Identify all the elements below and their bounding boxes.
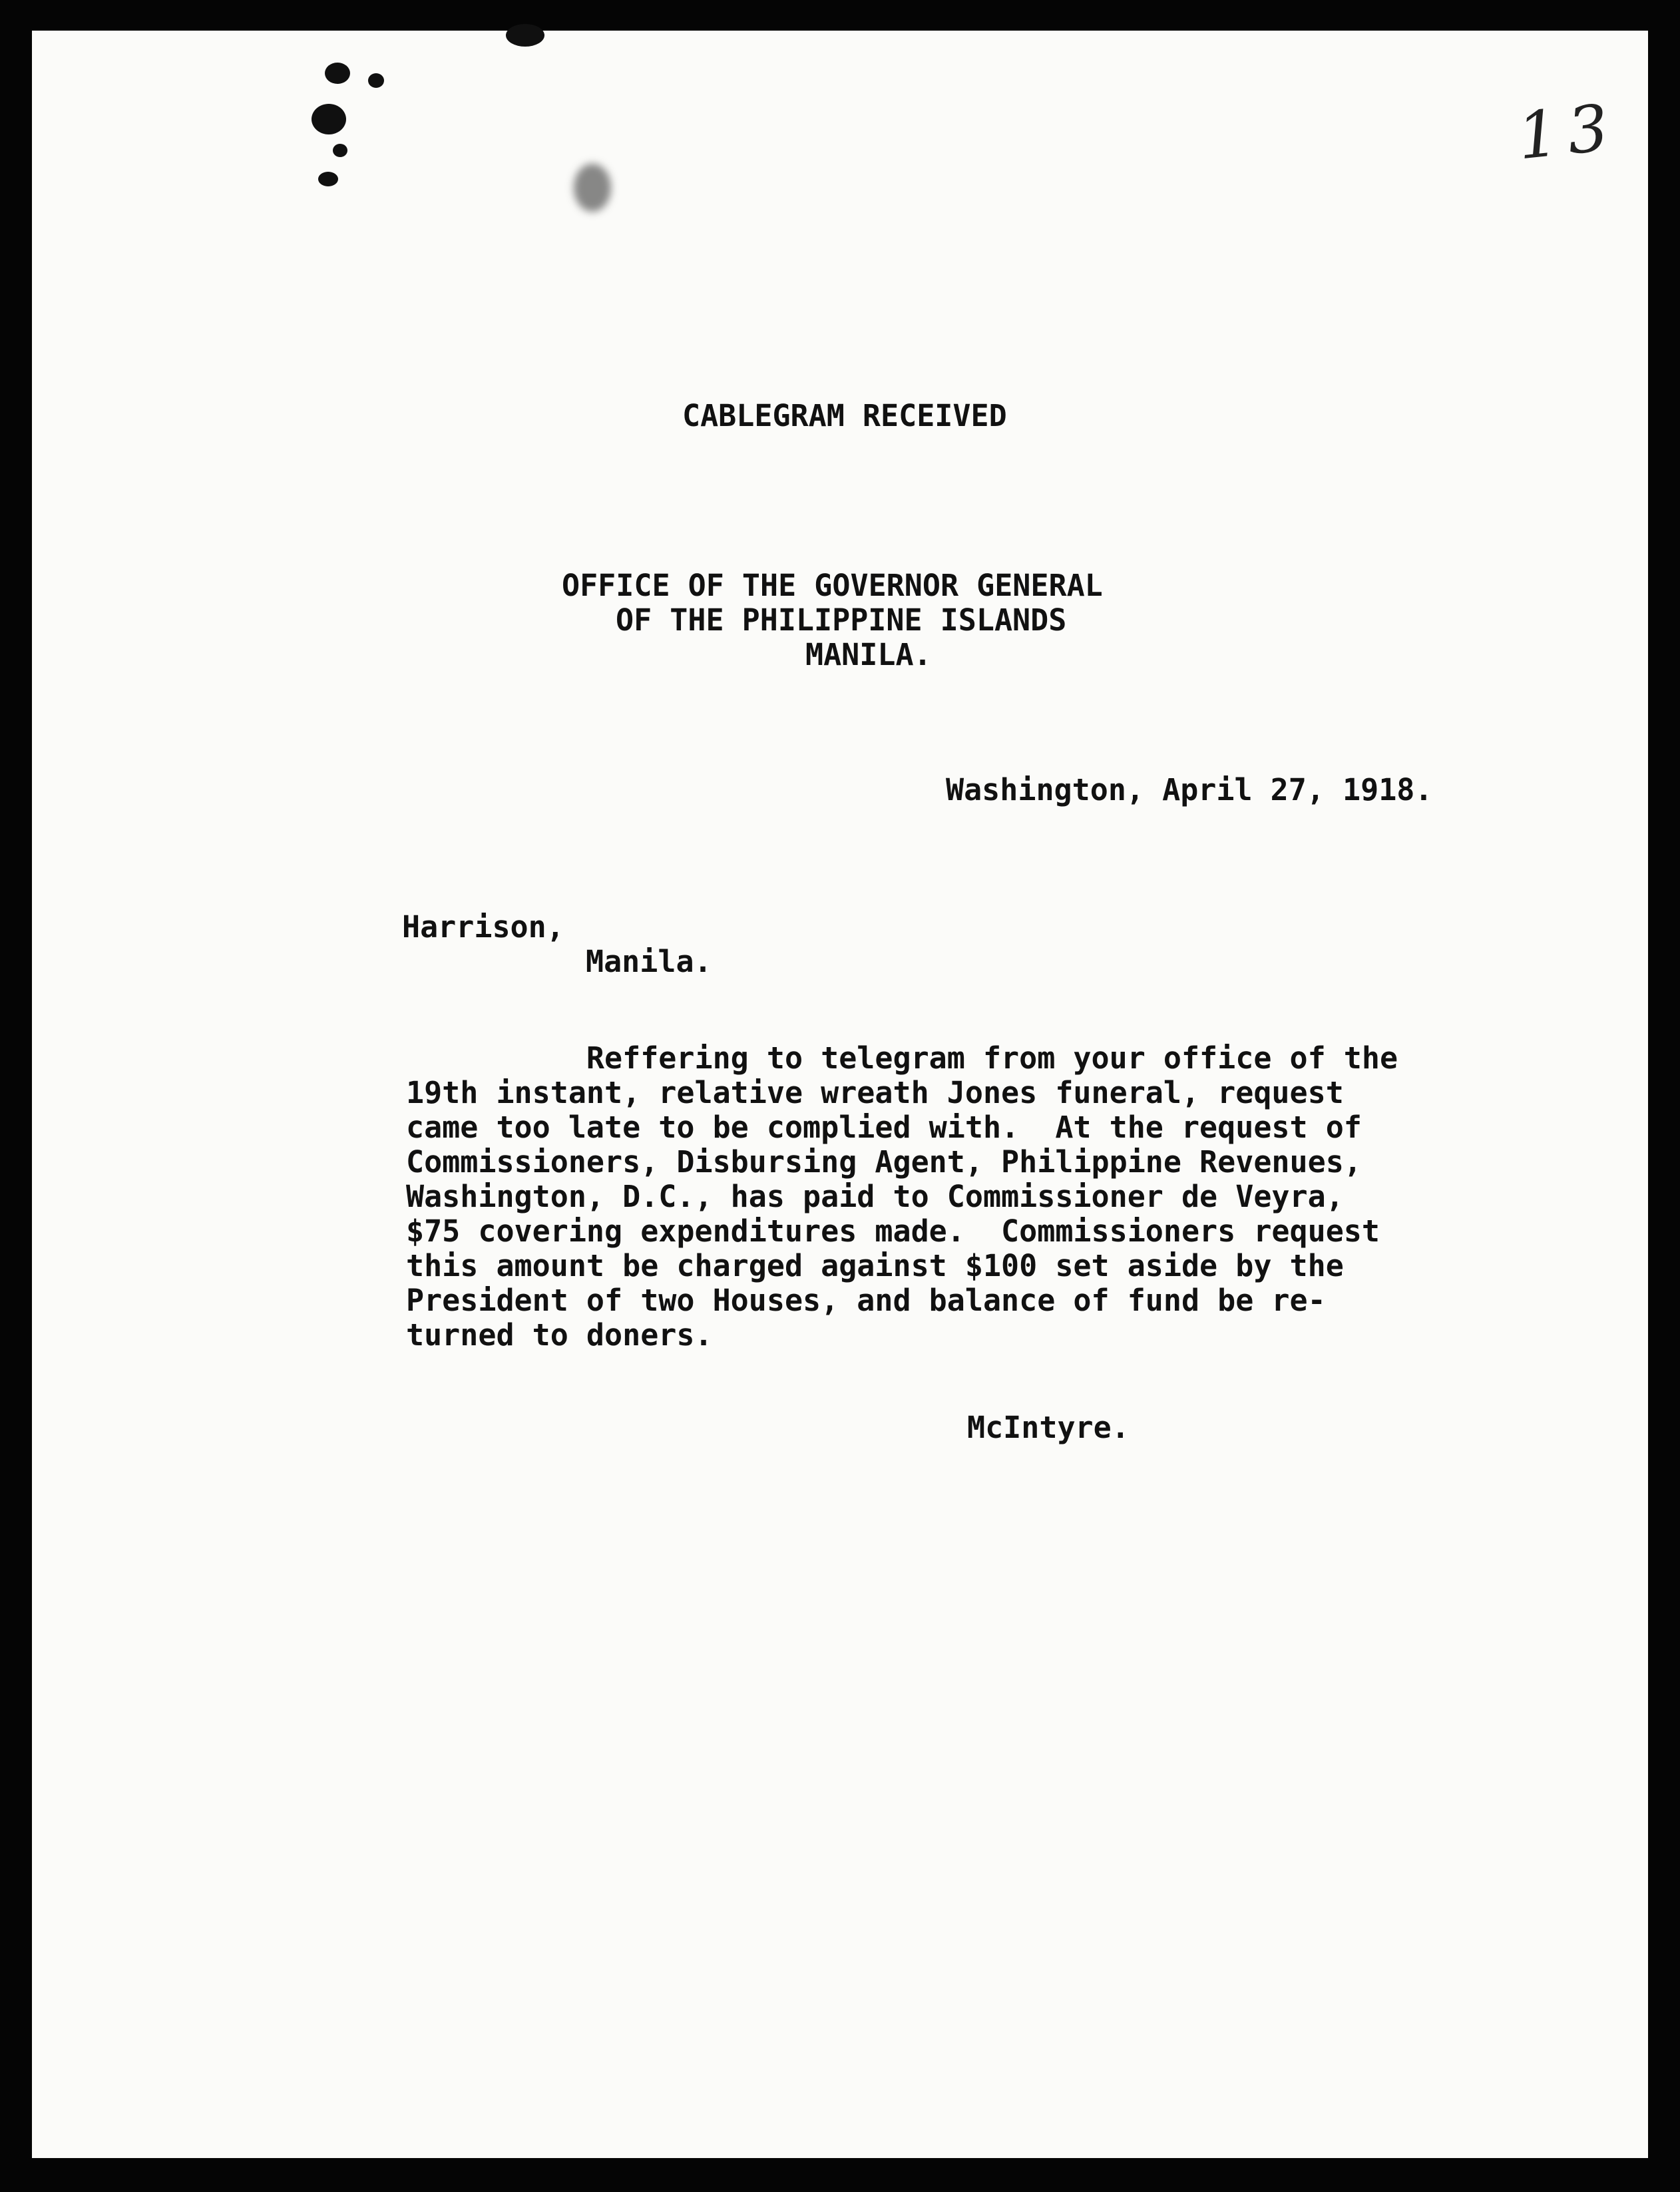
addressee-name: Harrison, (402, 909, 564, 945)
message-body: Reffering to telegram from your office of the 19th instant, relative wreath Jones funeral, request came too late to be complied with. At the request of Commissioners, Disbursing Agent, Philippine Revenues, Washington, D.C., has paid to Commissioner de Veyra, $75 covering expenditures made. Commissioners request this amount be charged against $100 set aside by the President of two Houses, and balance of fund be re- turned to doners. (406, 1040, 1398, 1353)
ink-blot (506, 24, 544, 47)
office-line-2: OF THE PHILIPPINE ISLANDS (616, 602, 1067, 638)
signature: McIntyre. (967, 1410, 1130, 1445)
ink-blot (368, 73, 384, 88)
document-heading: CABLEGRAM RECEIVED (682, 398, 1007, 433)
ink-blot (333, 144, 347, 157)
ink-smudge (574, 164, 611, 212)
office-line-3: MANILA. (805, 637, 932, 672)
page-number: 13 (1514, 89, 1621, 174)
dateline: Washington, April 27, 1918. (946, 772, 1433, 807)
addressee-city: Manila. (586, 944, 712, 979)
document-page (32, 31, 1648, 2158)
ink-blot (325, 63, 350, 84)
ink-blot (312, 104, 346, 134)
ink-blot (318, 172, 338, 186)
office-line-1: OFFICE OF THE GOVERNOR GENERAL (562, 568, 1103, 603)
